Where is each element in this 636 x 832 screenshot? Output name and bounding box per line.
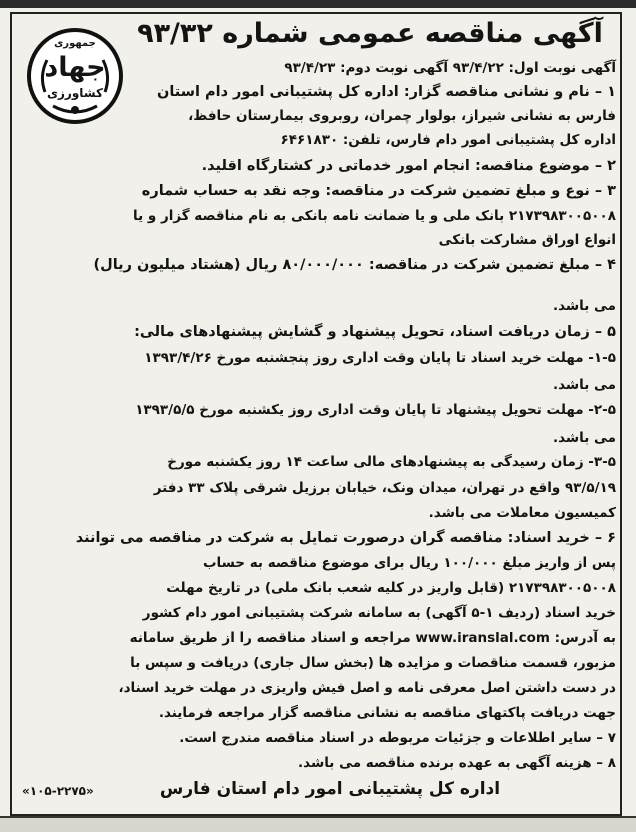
ad-line-22: به آدرس: www.iranslal.com مراجعه و اسناد مناقصه را از طریق سامانه xyxy=(129,630,616,646)
logo-sub-text: کشاورزی xyxy=(47,86,103,100)
ad-line-1: ۱ – نام و نشانی مناقصه گزار: اداره کل پشتیبانی امور دام استان xyxy=(156,84,616,100)
ad-line-12: می باشد. xyxy=(552,377,616,393)
ad-line-26: ۷ – سایر اطلاعات و جزئیات مربوطه در اسناد مناقصه مندرج است. xyxy=(179,730,616,746)
ad-line-18: ۶ – خرید اسناد: مناقصه گران درصورت تمایل به شرکت در مناقصه می توانند xyxy=(75,530,616,546)
ad-line-16: ۹۳/۵/۱۹ واقع در تهران، میدان ونک، خیابان برزیل شرقی پلاک ۳۳ دفتر xyxy=(153,480,616,496)
ad-line-15: ۳-۵- زمان رسیدگی به پیشنهادهای مالی ساعت ۱۴ روز یکشنبه مورخ xyxy=(167,454,616,470)
jahad-keshavarzi-logo-icon xyxy=(27,28,123,124)
ad-title: آگهی مناقصه عمومی شماره ۹۳/۳۲ xyxy=(137,18,603,49)
ad-line-25: جهت دریافت پاکتهای مناقصه به نشانی مناقصه گزار مراجعه فرمایند. xyxy=(158,705,616,721)
logo-main-text: جهاد xyxy=(44,52,106,83)
ad-code: «۱۰۵-۲۲۷۵» xyxy=(22,784,94,798)
ad-line-7: انواع اوراق مشارکت بانکی xyxy=(438,232,616,248)
ad-line-dates: آگهی نوبت اول: ۹۳/۴/۲۲ آگهی نوبت دوم: ۹۳/۴/۲۳ xyxy=(284,60,616,76)
ad-line-17: کمیسیون معاملات می باشد. xyxy=(428,505,616,521)
ad-line-8: ۴ – مبلغ تضمین شرکت در مناقصه: ۸۰/۰۰۰/۰۰۰ ریال (هشتاد میلیون ریال) xyxy=(93,257,616,273)
ad-line-6: ۲۱۷۳۹۸۳۰۰۵۰۰۸ بانک ملی و یا ضمانت نامه بانکی به نام مناقصه گزار و یا xyxy=(133,208,616,224)
ad-line-4: ۲ – موضوع مناقصه: انجام امور خدماتی در کشتارگاه اقلید. xyxy=(201,158,616,174)
ad-line-10: ۵ – زمان دریافت اسناد، تحویل پیشنهاد و گشایش پیشنهادهای مالی: xyxy=(134,324,616,340)
ad-line-27: ۸ – هزینه آگهی به عهده برنده مناقصه می باشد. xyxy=(298,755,616,771)
ad-line-24: در دست داشتن اصل معرفی نامه و اصل فیش واریزی در مهلت خرید اسناد، xyxy=(118,680,616,696)
ad-line-3: اداره کل پشتیبانی امور دام فارس، تلفن: ۶۴۶۱۸۳۰ xyxy=(280,132,616,148)
ad-line-23: مزبور، قسمت مناقصات و مزایده ها (بخش سال جاری) دریافت و سپس با xyxy=(130,655,616,671)
ad-line-14: می باشد. xyxy=(552,430,616,446)
ad-line-5: ۳ – نوع و مبلغ تضمین شرکت در مناقصه: وجه نقد به حساب شماره xyxy=(141,183,616,199)
ad-line-21: خرید اسناد (ردیف ۱-۵ آگهی) به سامانه شرکت پشتیبانی امور دام کشور xyxy=(142,605,616,621)
ad-line-2: فارس به نشانی شیراز، بولوار چمران، روبروی بیمارستان حافظ، xyxy=(188,108,616,124)
ad-line-19: پس از واریز مبلغ ۱۰۰/۰۰۰ ریال برای موضوع مناقصه به حساب xyxy=(202,555,616,571)
logo-small-text: جمهوری xyxy=(54,38,96,49)
ad-line-11: ۱-۵- مهلت خرید اسناد تا پایان وقت اداری روز پنجشنبه مورخ ۱۳۹۳/۴/۲۶ xyxy=(144,350,616,366)
ad-line-13: ۲-۵- مهلت تحویل پیشنهاد تا پایان وقت اداری روز یکشنبه مورخ ۱۳۹۳/۵/۵ xyxy=(135,402,616,418)
top-edge-strip xyxy=(0,0,636,8)
ad-footer-issuer: اداره کل پشتیبانی امور دام استان فارس xyxy=(159,779,501,799)
ad-line-20: ۲۱۷۳۹۸۳۰۰۵۰۰۸ (قابل واریز در کلیه شعب بانک ملی) در تاریخ مهلت xyxy=(166,580,616,596)
ad-line-9: می باشد. xyxy=(552,298,616,314)
